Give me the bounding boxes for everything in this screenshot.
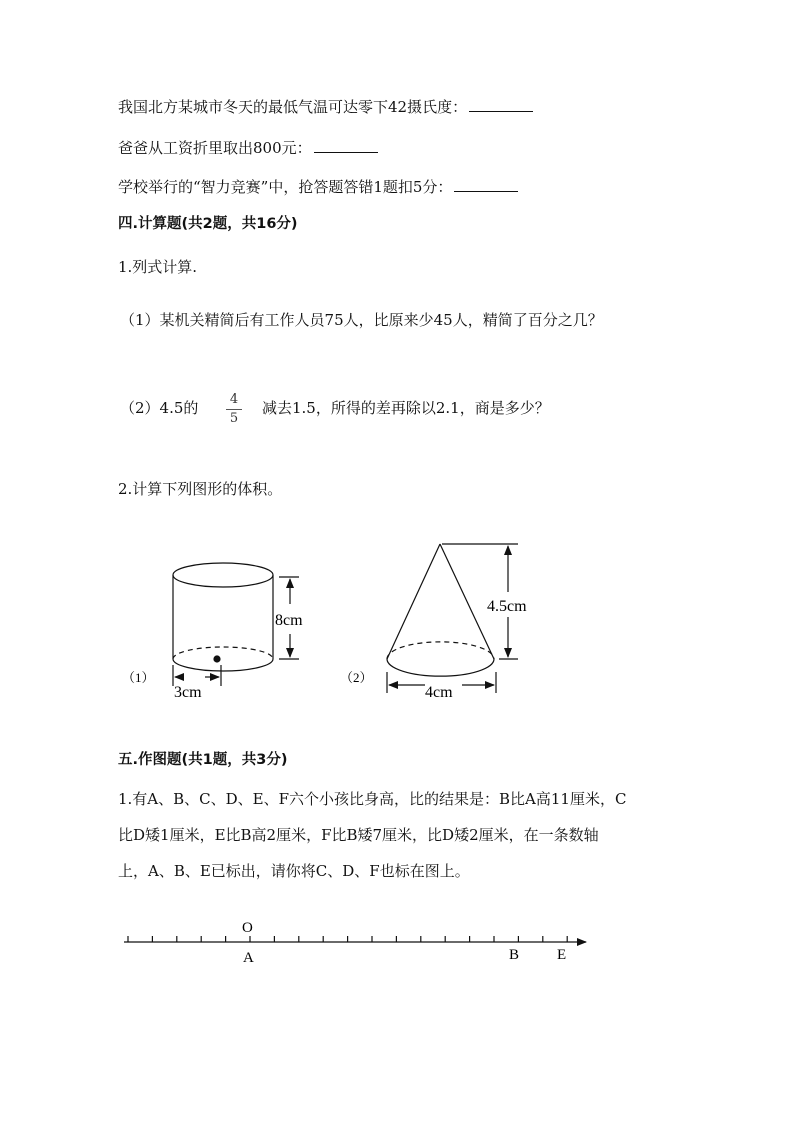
cylinder-radius-label: 3cm: [174, 684, 202, 701]
fill-item-text: 爸爸从工资折里取出800元：: [118, 139, 312, 157]
fill-item-2: [118, 138, 378, 158]
cone-height-label: 4.5cm: [487, 598, 527, 615]
cone-figure: [387, 544, 518, 693]
point-e-label: E: [557, 947, 567, 963]
fraction-numerator: 4: [226, 393, 242, 410]
fill-item-3: [118, 177, 518, 197]
origin-label: O: [242, 920, 253, 936]
point-a-label: A: [243, 950, 254, 966]
section5-q1-line-3: 上，A、B、E已标出，请你将C、D、F也标在图上。: [118, 862, 470, 880]
q1-part2-suffix: 减去1.5，所得的差再除以2.1，商是多少？: [262, 399, 550, 417]
cylinder-figure: [173, 563, 299, 686]
cone-diameter-label: 4cm: [425, 684, 453, 701]
fraction-four-fifths: [226, 393, 242, 426]
q1-title: 1.列式计算.: [118, 258, 198, 276]
point-b-label: B: [509, 947, 520, 963]
cylinder-height-label: 8cm: [275, 612, 303, 629]
section-5-heading: 五.作图题(共1题，共3分): [118, 752, 288, 768]
section5-q1-line-1: 1.有A、B、C、D、E、F六个小孩比身高，比的结果是：B比A高11厘米，C: [118, 790, 627, 808]
figure-1-label: （1）: [122, 670, 155, 685]
q1-part1: （1）某机关精简后有工作人员75人，比原来少45人，精简了百分之几？: [120, 311, 603, 329]
answer-blank[interactable]: [314, 138, 378, 153]
fraction-denominator: 5: [229, 411, 239, 426]
answer-blank[interactable]: [469, 97, 533, 112]
answer-blank[interactable]: [454, 177, 518, 192]
center-dot: [214, 656, 220, 662]
fill-item-text: 我国北方某城市冬天的最低气温可达零下42摄氏度：: [118, 98, 468, 116]
q2-title: 2.计算下列图形的体积。: [118, 480, 283, 498]
number-line: [124, 936, 586, 942]
q1-part2-prefix: （2）4.5的: [120, 399, 199, 417]
fill-item-1: [118, 97, 533, 117]
section-4-heading: 四.计算题(共2题，共16分): [118, 216, 298, 232]
fill-item-text: 学校举行的“智力竞赛”中，抢答题答错1题扣5分：: [118, 178, 453, 196]
figure-2-label: （2）: [340, 670, 373, 685]
section5-q1-line-2: 比D矮1厘米，E比B高2厘米，F比B矮7厘米，比D矮2厘米，在一条数轴: [118, 826, 599, 844]
